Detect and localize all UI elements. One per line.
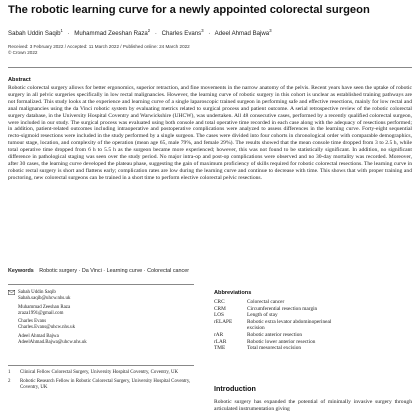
keywords-line (8, 268, 412, 275)
column-divider (8, 284, 194, 285)
author-affiliation-marker: 1 (60, 28, 63, 33)
corresponding-author (18, 334, 194, 346)
keyword-item[interactable]: Colorectal cancer (147, 268, 190, 274)
header-divider (8, 67, 412, 68)
abbreviation-value: Colorectal cancer (247, 299, 285, 305)
affiliation-item (8, 370, 194, 376)
abbreviation-key: TME (214, 345, 226, 352)
keyword-separator: · (77, 268, 82, 274)
abbreviation-row (214, 325, 412, 332)
author-separator: · (154, 30, 157, 38)
corresponding-author-name: Muhammad Zeeshan Raza (18, 304, 71, 310)
abbreviation-value: Robotic extra levator abdominoperineal (247, 318, 332, 325)
abstract-text: Robotic colorectal surgery allows for better ergonomics, superior retraction, and fine movements in the narrow anatomy of the pelvis. Recent years have seen the uptake of robotic surgery in all pelvic surgeries specifically in low rectal malignancies. However, the learning curve of robotic surgery in this cohort is unclear as established training pathways are not formalized. This study looks at the experience and learning curve of a single laparoscopic trained surgeon in performing safe and effective resections, mainly for low rectal and anal malignancies using the da Vinci robotic system by evaluating metrics related to surgical process and patient outcome. A serial retrospective review of the robotic colorectal surgery database, in the University Hospital Coventry and Warwickshire (UHCW), was undertaken. All 48 consecutive cases, performed by a recently qualified colorectal surgeon, were included in our study. The surgical process was evaluated using both console and total operative time recorded in each case along with the adequacy of resections performed; in addition, patient-related outcomes including intraoperative and postoperative complications were analyzed to assess differences in the learning curve. Forty-eight sequential recto-sigmoid resections were included in the study performed by a single surgeon. The cases were divided into four cohorts in chronological order with comparable demographics, tumour stage, location, and complexity of the operation (mean age 65, male 79%, and female 29%). The results showed that the mean console time dropped from 3 to 2.5 h, while total operative time dropped from 6 h to 5.5 h as the surgeon became more experienced; however, this was not found to be statistically significant. In addition, no significant difference in pathological staging was seen over the study period. No major intra-op and post-op complications were observed and no 30-day mortality was recorded. Moreover, after 30 cases, the learning curve developed the plateau phase, suggesting the gain of maximum proficiency of skills required for robotic colorectal resections. The learning curve in robotic rectal surgery is short and flattens early; complication rates are low during the learning curve and continue to decrease with time. This shows that with proper training and proctoring, new colorectal surgeons can be trained in a short time to perform elective colorectal pelvic resections. (8, 85, 412, 181)
abbreviation-key: rAR (214, 331, 224, 338)
corresponding-author-email[interactable]: Sabah.saqib@uhcw.nhs.uk (18, 296, 71, 302)
keyword-separator: · (142, 268, 148, 274)
introduction-heading: Introduction (214, 384, 256, 393)
abbreviation-row (214, 319, 412, 326)
author-separator: · (67, 30, 70, 38)
abbreviation-row (214, 345, 412, 352)
corresponding-author-email[interactable]: AdeelAhmad.Bajwa@uhcw.nhs.uk (18, 340, 87, 346)
abbreviation-key: CRM (214, 305, 226, 312)
abbreviation-value: Length of stay (247, 312, 278, 319)
abbreviation-value: Robotic lower anterior resection (247, 338, 316, 345)
author-list (8, 27, 408, 38)
abbreviation-row (214, 299, 412, 306)
affiliations-block (8, 370, 194, 394)
abbreviation-key (214, 325, 247, 332)
corresponding-author-name: Adeel Ahmad Bajwa (18, 334, 59, 340)
correspondence-block (8, 290, 194, 349)
corresponding-author-name: Sabah Uddin Saqib (18, 290, 56, 295)
abbreviation-key: rLAR (214, 338, 227, 345)
corresponding-author (18, 319, 194, 331)
author-affiliation-marker: 2 (147, 28, 151, 33)
affiliation-divider (8, 365, 194, 366)
author-separator: · (208, 30, 211, 38)
abbreviation-value: Total mesorectal excision (247, 345, 302, 352)
corresponding-author (18, 290, 194, 302)
abbreviation-value: Circumferential resection margin (247, 305, 318, 312)
author-name[interactable]: Sabah Uddin Saqib (8, 30, 61, 38)
publication-dates (8, 44, 408, 56)
keyword-item[interactable]: Learning curve (106, 268, 143, 274)
author-name[interactable]: Adeel Ahmad Bajwa (214, 30, 270, 38)
abbreviation-value: Robotic anterior resection (247, 331, 303, 338)
author-affiliation-marker: 3 (201, 28, 204, 33)
envelope-icon (8, 290, 15, 298)
article-title: The robotic learning curve for a newly appointed colorectal surgeon (8, 4, 370, 16)
corresponding-author-email[interactable]: Charles.Evans@uhcw.nhs.uk (18, 325, 76, 331)
affiliation-number: 1 (8, 370, 11, 375)
abbreviation-row (214, 312, 412, 319)
affiliation-text: Robotic Research Fellow in Robotic Colorectal Surgery, University Hospital Coventry, Coventry, UK (20, 379, 191, 391)
introduction-text: Robotic surgery has expanded the potential of minimally invasive surgery through articulated instrumentation giving (214, 399, 412, 412)
author-name[interactable]: Muhammad Zeeshan Raza (74, 30, 148, 38)
abbreviations-heading: Abbreviations (214, 290, 252, 296)
abbreviation-row (214, 306, 412, 313)
affiliation-number: 2 (8, 379, 11, 385)
abbreviations-table (214, 299, 412, 352)
keyword-separator: · (101, 268, 107, 274)
keywords-label: Keywords (8, 268, 34, 274)
corresponding-author (18, 305, 194, 317)
abbreviation-key: LOS (214, 312, 225, 319)
corresponding-author-email[interactable]: zraza1991@gmail.com (18, 310, 64, 316)
abbreviation-key: rELAPE (214, 318, 233, 325)
abbreviation-row (214, 339, 412, 346)
abbreviation-key: CRC (214, 299, 225, 305)
corresponding-author-name: Charles Evans (18, 319, 47, 325)
affiliation-text: Clinical Fellow Colorectal Surgery, University Hospital Coventry, Coventry, UK (20, 370, 179, 375)
history-dates: Received: 3 February 2022 / Accepted: 11 March 2022 / Published online: 24 March 2022 (8, 44, 190, 49)
keyword-item[interactable]: Da Vinci (81, 268, 102, 274)
author-name[interactable]: Charles Evans (161, 30, 202, 38)
keyword-item[interactable]: Robotic surgery (39, 268, 78, 274)
abstract-heading: Abstract (8, 77, 31, 83)
affiliation-item (8, 379, 194, 391)
copyright-line: © Crown 2022 (8, 50, 38, 56)
abbreviation-value: excision (247, 325, 265, 332)
author-affiliation-marker: 3 (269, 28, 272, 33)
abbreviation-row (214, 332, 412, 339)
